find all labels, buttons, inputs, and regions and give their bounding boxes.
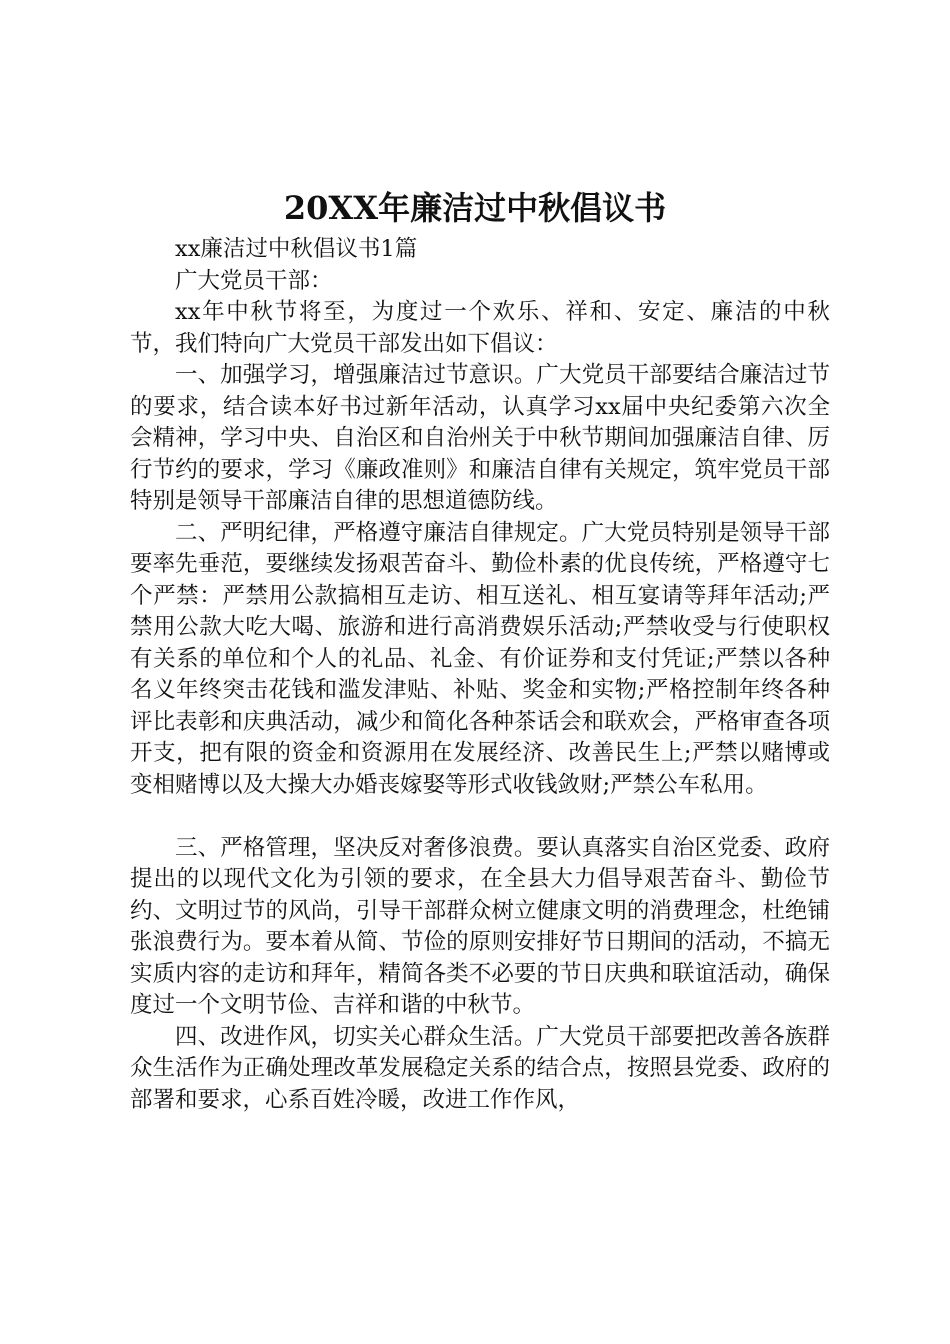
paragraph-discipline: 二、严明纪律，严格遵守廉洁自律规定。广大党员特别是领导干部要率先垂范，要继续发扬艰苦奋斗、勤俭朴素的优良传统，严格遵守七个严禁：严禁用公款搞相互走访、相互送礼、相互宴请等拜年活动;严禁用公款大吃大喝、旅游和进行高消费娱乐活动;严禁收受与行使职权有关系的单位和个人的礼品、礼金、有价证券和支付凭证;严禁以各种名义年终突击花钱和滥发津贴、补贴、奖金和实物;严格控制年终各种评比表彰和庆典活动，减少和简化各种茶话会和联欢会，严格审查各项开支，把有限的资金和资源用在发展经济、改善民生上;严禁以赌博或变相赌博以及大操大办婚丧嫁娶等形式收钱敛财;严禁公车私用。 bbox=[130, 519, 830, 798]
document-title: 20XX年廉洁过中秋倡议书 bbox=[283, 189, 667, 227]
salutation-line: 广大党员干部： bbox=[175, 267, 333, 294]
paragraph-style: 四、改进作风，切实关心群众生活。广大党员干部要把改善各族群众生活作为正确处理改革发展稳定关系的结合点，按照县党委、政府的部署和要求，心系百姓冷暖，改进工作作风， bbox=[130, 1023, 830, 1113]
document-body bbox=[130, 234, 830, 1116]
paragraph-management: 三、严格管理，坚决反对奢侈浪费。要认真落实自治区党委、政府提出的以现代文化为引领的要求，在全县大力倡导艰苦奋斗、勤俭节约、文明过节的风尚，引导干部群众树立健康文明的消费理念，杜绝铺张浪费行为。要本着从简、节俭的原则安排好节日期间的活动，不搞无实质内容的走访和拜年，精简各类不必要的节日庆典和联谊活动，确保度过一个文明节俭、吉祥和谐的中秋节。 bbox=[130, 834, 830, 1018]
paragraph-intro: xx年中秋节将至，为度过一个欢乐、祥和、安定、廉洁的中秋节，我们特向广大党员干部发出如下倡议： bbox=[130, 299, 830, 357]
blank-line bbox=[130, 801, 830, 833]
paragraph-study: 一、加强学习，增强廉洁过节意识。广大党员干部要结合廉洁过节的要求，结合读本好书过新年活动，认真学习xx届中央纪委第六次全会精神，学习中央、自治区和自治州关于中秋节期间加强廉洁自律、厉行节约的要求，学习《廉政准则》和廉洁自律有关规定，筑牢党员干部特别是领导干部廉洁自律的思想道德防线。 bbox=[130, 362, 830, 514]
subtitle-line: xx廉洁过中秋倡议书1篇 bbox=[175, 236, 418, 262]
